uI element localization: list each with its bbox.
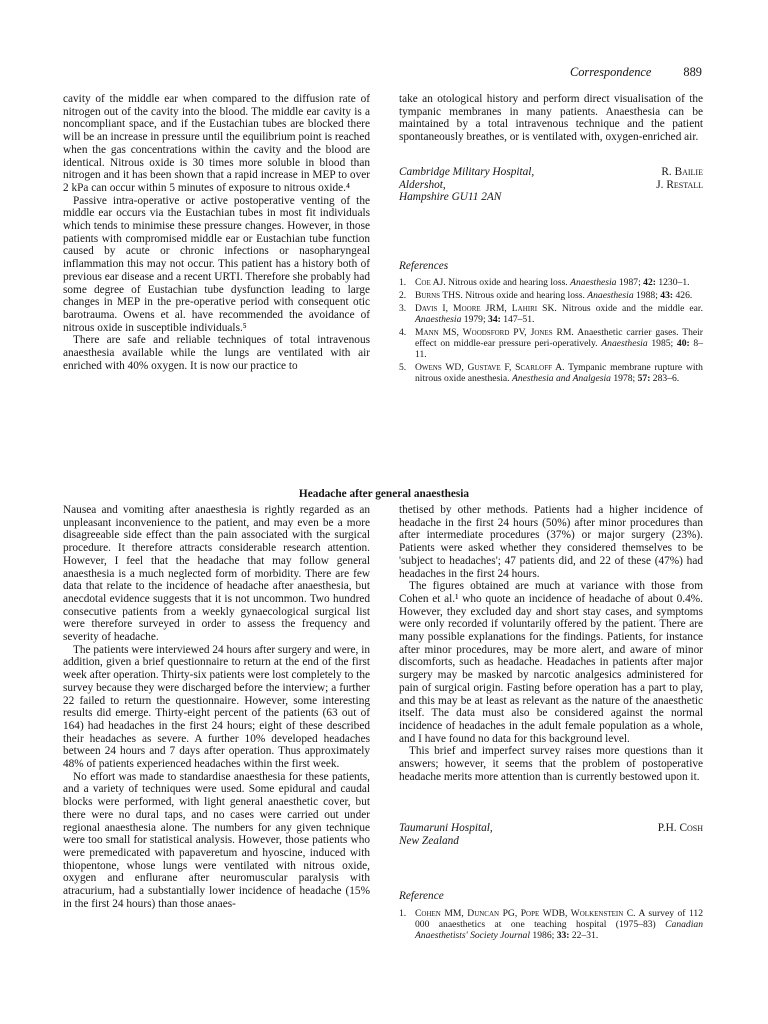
- article-title: Headache after general anaesthesia: [298, 488, 470, 500]
- reference-list: [399, 908, 703, 943]
- reference-title: Nitrous oxide and the middle ear.: [556, 303, 703, 314]
- reference-volume: 57:: [637, 373, 651, 384]
- author-affiliation-line: Cambridge Military Hospital,: [399, 166, 535, 178]
- letter2-left-column: [63, 504, 370, 911]
- reference-authors: Mann MS, Woodsford PV, Jones RM.: [415, 327, 574, 338]
- letter2-signature: [399, 822, 703, 847]
- reference-title: A survey of 112 000 anaesthetics at one teaching hospital (1975–83): [415, 908, 703, 930]
- reference-item: [399, 277, 703, 288]
- body-paragraph: The figures obtained are much at variance with those from Cohen et al.¹ who quote an incidence of headache of about 0.4%. However, they excluded day and short stay cases, and symptoms were only recorded if voluntarily offered by the patient. There are many possible explanations for the findings. Patients, for instance after minor procedures, may be more alert, and aware of minor discomforts, such as headache. Headaches in patients after major surgery may be masked by narcotic analgesics administered for pain of surgical origin. Fasting before operation has a part to play, and this may be at least as relevant as the nature of the anaesthetic itself. The data must also be considered against the normal incidence of headaches in the adult female population as a whole, and I have found no data for this background level.: [399, 580, 703, 745]
- reference-year: 1987;: [616, 277, 644, 288]
- letter1-right-column: [399, 93, 703, 144]
- reference-journal: Anaesthesia: [587, 290, 634, 301]
- journal-section-title: Correspondence: [569, 65, 652, 79]
- reference-journal: Canadian Anaesthetists' Society Journal: [415, 919, 703, 941]
- page-number: 889: [683, 65, 702, 79]
- reference-authors: Davis I, Moore JRM, Lahiri SK.: [415, 303, 557, 314]
- author-affiliation-line: Aldershot,: [399, 178, 446, 191]
- author-affiliation-line: Hampshire GU11 2AN: [399, 191, 502, 204]
- author-name: R. Bailie: [661, 166, 703, 178]
- body-paragraph: Passive intra-operative or active postoperative venting of the middle ear occurs via the Eustachian tubes in most fit individuals which tends to minimise these pressure changes. However, in those patients with compromised middle ear or Eustachian tube function caused by acute or chronic infections or nasopharyngeal inflammation this may not occur. This patient has a history both of previous ear disease and a recent URTI. Therefore she probably had some degree of Eustachian tube dysfunction leading to large changes in MEP in the pre-operative period with consequent otic barotrauma. Owens et al. have recommended the avoidance of nitrous oxide in susceptible individuals.⁵: [63, 194, 370, 334]
- reference-volume: 33:: [556, 930, 570, 941]
- reference-authors: Coe AJ.: [415, 277, 446, 288]
- references-list: [399, 277, 703, 386]
- reference-number: 4.: [399, 327, 407, 338]
- reference-journal: Anaesthesia: [601, 338, 648, 349]
- reference-item: [399, 908, 703, 941]
- body-paragraph: The patients were interviewed 24 hours after surgery and were, in addition, given a brief questionnaire to return at the end of the first week after operation. Thirty-six patients were lost completely to the survey because they were discharged before the interview; a further 22 failed to return the questionnaire. However, some interesting results did emerge. Thirty-eight percent of the patients (63 out of 164) had headaches in the first 24 hours; eight of these described their headaches as severe. A further 10% developed headaches between 24 hours and 7 days after operation. Thus approximately 48% of patients experienced headaches within the first week.: [63, 643, 370, 771]
- reference-pages: 147–51.: [500, 314, 535, 325]
- reference-authors: Burns THS.: [415, 290, 463, 301]
- reference-number: 2.: [399, 290, 407, 301]
- reference-item: [399, 303, 703, 325]
- reference-pages: 1230–1.: [655, 277, 690, 288]
- reference-title: Nitrous oxide and hearing loss.: [462, 290, 588, 301]
- reference-authors: Cohen MM, Duncan PG, Pope WDB, Wolkenstein C.: [415, 908, 636, 919]
- reference-pages: 426.: [673, 290, 693, 301]
- reference-number: 1.: [399, 908, 407, 919]
- reference-item: [399, 327, 703, 360]
- reference-authors: Owens WD, Gustave F, Scarloff A.: [415, 362, 565, 373]
- reference-item: [399, 362, 703, 384]
- body-paragraph: Nausea and vomiting after anaesthesia is rightly regarded as an unpleasant inconvenience to the patient, and may even be a more disagreeable side effect than the pain associated with the surgical procedure. It therefore attracts considerable research attention. However, I feel that the headache that may follow general anaesthesia is a much neglected form of morbidity. There are few data that relate to the incidence of headache after anaesthesia, but anecdotal evidence suggests that it is not uncommon. Two hundred consecutive patients from a weekly gynaecological surgical list were therefore surveyed in order to assess the frequency and severity of headache.: [63, 504, 370, 644]
- reference-title: Nitrous oxide and hearing loss.: [445, 277, 571, 288]
- reference-pages: 8–11.: [415, 338, 703, 360]
- author-name: J. Restall: [656, 178, 703, 191]
- body-paragraph: cavity of the middle ear when compared to the diffusion rate of nitrogen out of the cavity into the blood. The middle ear cavity is a noncompliant space, and if the Eustachian tubes are blocked there will be an increase in pressure until the equilibrium point is reached when the gas concentrations within the cavity and the blood are identical. Nitrous oxide is 30 times more soluble in blood than nitrogen and it has been shown that a rapid increase in MEP to over 2 kPa can occur within 5 minutes of exposure to nitrous oxide.⁴: [63, 93, 370, 194]
- reference-year: 1988;: [633, 290, 661, 301]
- letter1-left-column: [63, 93, 370, 372]
- body-paragraph: take an otological history and perform direct visualisation of the tympanic membranes in many patients. Anaesthesia can be maintained by a total intravenous technique and the patient spontaneously breathes, or is ventilated with, oxygen-enriched air.: [399, 93, 703, 144]
- reference-title: Tympanic membrane rupture with nitrous oxide anesthesia.: [415, 362, 703, 384]
- reference-journal: Anesthesia and Analgesia: [511, 373, 611, 384]
- running-head: [570, 64, 702, 80]
- reference-volume: 42:: [643, 277, 656, 288]
- body-paragraph: This brief and imperfect survey raises more questions than it answers; however, it seems that the problem of postoperative headache merits more attention than is currently bestowed upon it.: [399, 745, 703, 783]
- reference-volume: 40:: [676, 338, 690, 349]
- body-paragraph: There are safe and reliable techniques of total intravenous anaesthesia available while the lungs are ventilated with air enriched with 40% oxygen. It is now our practice to: [63, 334, 370, 372]
- reference-year: 1986;: [530, 930, 557, 941]
- reference-journal: Anaesthesia: [415, 314, 462, 325]
- reference-year: 1978;: [610, 373, 638, 384]
- reference-number: 1.: [399, 277, 407, 288]
- reference-title: Anaesthetic carrier gases. Their effect on middle-ear pressure peri-operatively.: [415, 327, 703, 349]
- body-paragraph: No effort was made to standardise anaesthesia for these patients, and a variety of techniques were used. Some epidural and caudal blocks were performed, with light general anaesthetic cover, but there were no dural taps, and no cases were carried out under regional anaesthesia alone. The numbers for any given technique were too small for statistical analysis. However, those patients who were premedicated with papaveretum and hyoscine, induced with thiopentone, whose lungs were ventilated with nitrous oxide, oxygen and enflurane after neuromuscular paralysis with atracurium, had a substantially lower incidence of headache (15% in the first 24 hours) than those anaes-: [63, 770, 370, 910]
- reference-volume: 34:: [488, 314, 501, 325]
- author-names: [656, 166, 703, 191]
- letter1-signature: [399, 166, 703, 204]
- body-paragraph: thetised by other methods. Patients had a higher incidence of headache in the first 24 hours (50%) after minor procedures than after intermediate procedures (37%) or major surgery (23%). Patients were asked whether they considered themselves to be 'subject to headaches'; 47 patients did, and 22 of these (47%) had headaches in the first 24 hours.: [399, 504, 703, 580]
- reference-pages: 22–31.: [569, 930, 599, 941]
- author-name: P.H. Cosh: [657, 822, 703, 834]
- reference-pages: 283–6.: [650, 373, 680, 384]
- reference-item: [399, 290, 703, 301]
- reference-number: 3.: [399, 303, 407, 314]
- reference-year: 1979;: [461, 314, 489, 325]
- reference-number: 5.: [399, 362, 407, 373]
- author-affiliation-line: Taumaruni Hospital,: [399, 822, 493, 834]
- author-affiliation-line: New Zealand: [399, 834, 459, 847]
- reference-heading: Reference: [399, 890, 444, 902]
- reference-journal: Anaesthesia: [570, 277, 617, 288]
- reference-year: 1985;: [647, 338, 677, 349]
- references-heading: References: [399, 260, 449, 272]
- letter2-right-column: [399, 504, 703, 783]
- reference-volume: 43:: [660, 290, 674, 301]
